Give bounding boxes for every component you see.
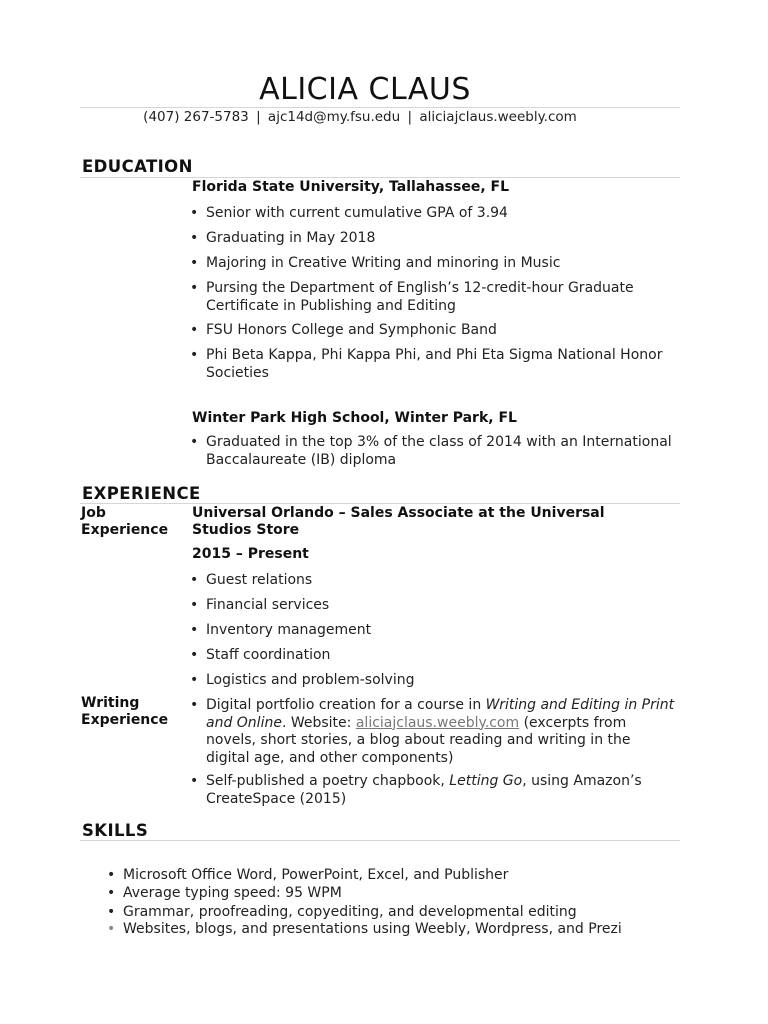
- job-experience-label: [81, 505, 181, 539]
- experience-rule: [80, 503, 680, 504]
- text-run: (excerpts from novels, short stories, a blog about reading and writing in the digital age, and other components): [206, 714, 631, 766]
- list-item: • Senior with current cumulative GPA of 3.94: [190, 205, 675, 223]
- contact-separator: |: [256, 109, 261, 125]
- text-run: Digital portfolio creation for a course in: [206, 697, 486, 713]
- list-item: • FSU Honors College and Symphonic Band: [190, 322, 675, 340]
- list-item: • Majoring in Creative Writing and minoring in Music: [190, 255, 675, 273]
- skills-heading: SKILLS: [82, 821, 149, 840]
- job-title: Universal Orlando – Sales Associate at the Universal Studios Store: [192, 505, 605, 538]
- education-rule: [80, 177, 680, 178]
- writing-experience-label: [81, 695, 181, 729]
- list-item: • Financial services: [190, 597, 675, 615]
- list-item: • Pursing the Department of English’s 12-credit-hour Graduate Certificate in Publishing and Editing: [190, 280, 675, 315]
- contact-separator: |: [407, 109, 413, 125]
- list-item: • Microsoft Office Word, PowerPoint, Excel, and Publisher: [107, 867, 683, 884]
- resume-name: ALICIA CLAUS: [259, 72, 471, 107]
- label-line: Experience: [81, 522, 169, 538]
- text-run: Self-published a poetry chapbook,: [206, 773, 450, 789]
- email[interactable]: ajc14d@my.fsu.edu: [267, 109, 401, 125]
- list-item: [190, 773, 675, 808]
- course-title: Writing and Editing in Print and Online: [206, 697, 675, 731]
- contact-line: [0, 109, 720, 125]
- header-rule: [80, 107, 680, 108]
- text-run: , using Amazon’s CreateSpace (2015): [206, 773, 642, 807]
- label-line: Experience: [81, 712, 169, 728]
- portfolio-link[interactable]: aliciajclaus.weebly.com: [355, 714, 520, 731]
- text-run: . Website:: [281, 714, 356, 731]
- list-item: • Graduated in the top 3% of the class of 2014 with an International Baccalaureate (IB) diploma: [190, 434, 675, 469]
- school-name: Florida State University, Tallahassee, FL: [192, 179, 510, 195]
- list-item: [190, 697, 675, 767]
- list-item: • Inventory management: [190, 622, 675, 640]
- school-name: Winter Park High School, Winter Park, FL: [192, 410, 517, 426]
- list-item: • Guest relations: [190, 572, 675, 590]
- job-dates: 2015 – Present: [192, 546, 309, 562]
- phone: (407) 267-5783: [143, 109, 249, 125]
- list-item: • Staff coordination: [190, 647, 675, 665]
- list-item: • Phi Beta Kappa, Phi Kappa Phi, and Phi Eta Sigma National Honor Societies: [190, 347, 675, 382]
- education-heading: EDUCATION: [82, 157, 193, 176]
- list-item: • Grammar, proofreading, copyediting, and developmental editing: [107, 904, 683, 921]
- label-line: Writing: [81, 695, 140, 711]
- experience-heading: EXPERIENCE: [82, 484, 201, 503]
- skills-rule: [80, 840, 680, 841]
- chapbook-title: Letting Go: [449, 773, 523, 789]
- website[interactable]: aliciajclaus.weebly.com: [419, 109, 577, 125]
- list-item: • Logistics and problem-solving: [190, 672, 675, 690]
- list-item: • Websites, blogs, and presentations using Weebly, Wordpress, and Prezi: [107, 921, 683, 938]
- list-item: • Graduating in May 2018: [190, 230, 675, 248]
- label-line: Job: [81, 505, 106, 521]
- list-item: • Average typing speed: 95 WPM: [107, 885, 683, 902]
